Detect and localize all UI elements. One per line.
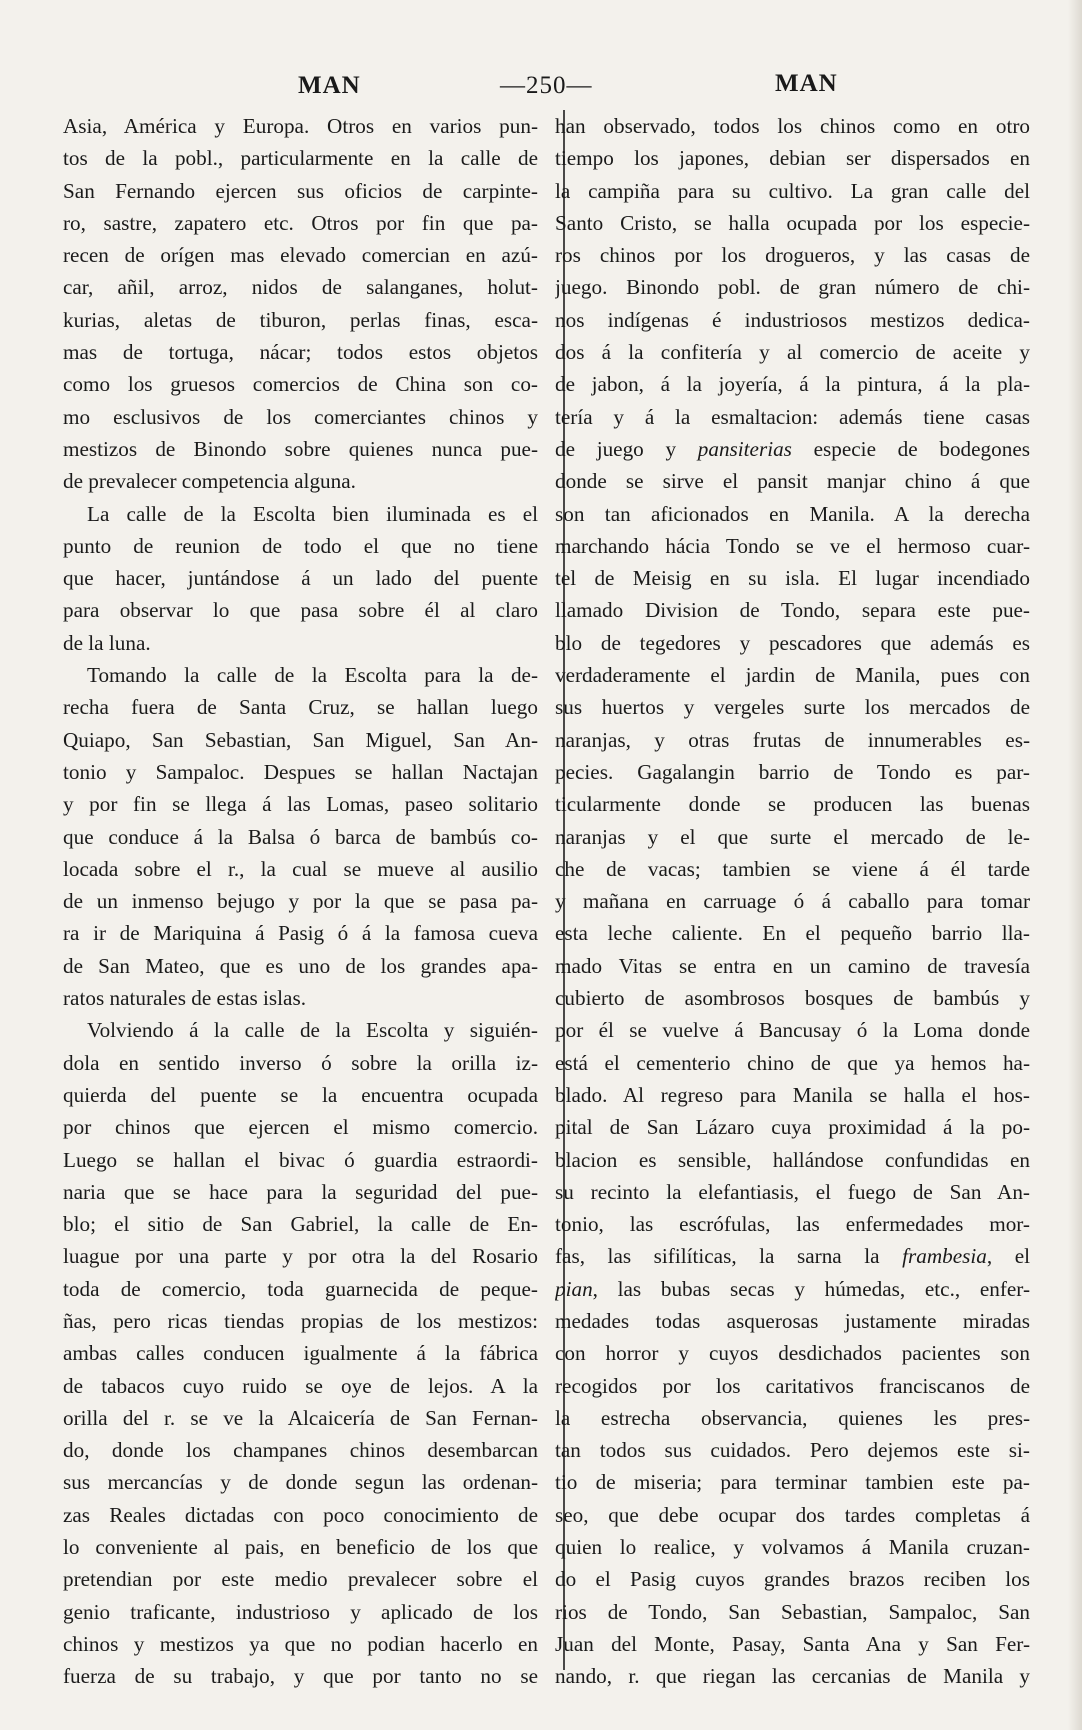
- line-text: ro, sastre, zapatero etc. Otros por fin que pa-: [63, 210, 538, 235]
- text-line: [63, 1563, 538, 1595]
- line-text: che de vacas; tambien se viene á él tarde: [555, 856, 1030, 881]
- line-text-tail: , el: [986, 1244, 1030, 1269]
- text-line: [555, 530, 1030, 562]
- text-line: [63, 304, 538, 336]
- line-text: ticularmente donde se producen las buenas: [555, 792, 1030, 817]
- line-text: tan todos sus cuidados. Pero dejemos este si-: [555, 1438, 1030, 1463]
- line-text: de prevalecer competencia alguna.: [63, 469, 356, 494]
- line-text: blacion es sensible, hallándose confundidas en: [555, 1147, 1030, 1172]
- line-text: kurias, aletas de tiburon, perlas finas, esca-: [63, 307, 538, 332]
- line-text: y mañana en carruage ó á caballo para tomar: [555, 889, 1030, 914]
- line-text: luague por una parte y por otra la del Rosario: [63, 1244, 538, 1269]
- line-text: naranjas, y otras frutas de innumerables es-: [555, 727, 1030, 752]
- text-line: [63, 756, 538, 788]
- text-line: [555, 1208, 1030, 1240]
- line-text: ra ir de Mariquina á Pasig ó á la famosa cueva: [63, 921, 538, 946]
- text-line: [555, 498, 1030, 530]
- text-line: [63, 498, 538, 530]
- italic-term: pansiterias: [697, 436, 792, 461]
- text-line: [63, 1208, 538, 1240]
- text-line: [63, 691, 538, 723]
- line-text: de tabacos cuyo ruido se oye de lejos. A la: [63, 1373, 538, 1398]
- line-text: de San Mateo, que es uno de los grandes apa-: [63, 953, 538, 978]
- line-text: tio de miseria; para terminar tambien este pa-: [555, 1470, 1030, 1495]
- text-line: [63, 207, 538, 239]
- line-text: blado. Al regreso para Manila se halla el hos-: [555, 1082, 1030, 1107]
- text-line: [63, 433, 538, 465]
- text-line: [555, 1273, 1030, 1305]
- line-text: recen de orígen mas elevado comercian en azú-: [63, 243, 538, 268]
- text-line: [555, 110, 1030, 142]
- line-text: lo conveniente al pais, en beneficio de los que: [63, 1535, 538, 1560]
- line-text: medades todas asquerosas justamente miradas: [555, 1308, 1030, 1333]
- line-text: San Fernando ejercen sus oficios de carpinte-: [63, 178, 538, 203]
- text-line: [555, 1111, 1030, 1143]
- text-line: [555, 1240, 1030, 1272]
- line-text: mestizos de Binondo sobre quienes nunca pue-: [63, 436, 538, 461]
- text-line: [555, 1402, 1030, 1434]
- line-text: verdaderamente el jardin de Manila, pues con: [555, 663, 1030, 688]
- line-text: Juan del Monte, Pasay, Santa Ana y San Fer-: [555, 1631, 1030, 1656]
- line-text: toda de comercio, toda guarnecida de peque-: [63, 1276, 538, 1301]
- text-line: [63, 336, 538, 368]
- text-line: [63, 594, 538, 626]
- line-text: ñas, pero ricas tiendas propias de los mestizos:: [63, 1308, 538, 1333]
- line-text: con horror y cuyos desdichados pacientes son: [555, 1341, 1030, 1366]
- line-text: do, donde los champanes chinos desembarcan: [63, 1438, 538, 1463]
- text-line: [555, 1499, 1030, 1531]
- text-line: [63, 1240, 538, 1272]
- text-line: [63, 142, 538, 174]
- text-line: [63, 562, 538, 594]
- line-text: Asia, América y Europa. Otros en varios pun-: [63, 114, 538, 138]
- line-text: mas de tortuga, nácar; todos estos objetos: [63, 340, 538, 365]
- text-line: [555, 304, 1030, 336]
- line-text: la estrecha observancia, quienes les pres-: [555, 1405, 1030, 1430]
- line-text: pital de San Lázaro cuya proximidad á la po-: [555, 1115, 1030, 1140]
- right-column: [555, 110, 1030, 1693]
- line-text: mado Vitas se entra en un camino de travesía: [555, 953, 1030, 978]
- line-text: llamado Division de Tondo, separa este pue-: [555, 598, 1030, 623]
- text-line: [555, 1531, 1030, 1563]
- text-line: [555, 239, 1030, 271]
- text-line: [555, 788, 1030, 820]
- text-line: [555, 1596, 1030, 1628]
- line-text: fas, las sifilíticas, la sarna la: [555, 1244, 903, 1269]
- text-line: [63, 982, 538, 1014]
- text-line: [63, 110, 538, 142]
- line-text: de un inmenso bejugo y por la que se pasa pa-: [63, 889, 538, 914]
- text-line: [555, 853, 1030, 885]
- text-line: [63, 465, 538, 497]
- line-text: blo de tegedores y pescadores que además es: [555, 630, 1030, 655]
- text-line: [555, 917, 1030, 949]
- line-text: Quiapo, San Sebastian, San Miguel, San An-: [63, 727, 538, 752]
- running-header: [0, 72, 1082, 112]
- line-text: quierda del puente se la encuentra ocupada: [63, 1082, 538, 1107]
- line-text: pecies. Gagalangin barrio de Tondo es par-: [555, 759, 1030, 784]
- text-line: [555, 401, 1030, 433]
- text-line: [555, 175, 1030, 207]
- text-line: [555, 627, 1030, 659]
- text-line: [555, 1628, 1030, 1660]
- line-text: tel de Meisig en su isla. El lugar incendiado: [555, 566, 1030, 591]
- text-line: [555, 465, 1030, 497]
- text-line: [555, 950, 1030, 982]
- text-line: [63, 1176, 538, 1208]
- line-text: Luego se hallan el bivac ó guardia estraordi-: [63, 1147, 538, 1172]
- page-number: —250—: [500, 72, 593, 99]
- line-text: donde se sirve el pansit manjar chino á que: [555, 469, 1030, 494]
- text-line: [63, 821, 538, 853]
- line-text: recha fuera de Santa Cruz, se hallan luego: [63, 695, 538, 720]
- line-text: locada sobre el r., la cual se mueve al ausilio: [63, 856, 538, 881]
- text-line: [63, 1337, 538, 1369]
- text-line: [555, 433, 1030, 465]
- text-line: [63, 1596, 538, 1628]
- line-text: genio traficante, industrioso y aplicado de los: [63, 1599, 538, 1624]
- text-line: [63, 1144, 538, 1176]
- text-line: [555, 271, 1030, 303]
- line-text: fuerza de su trabajo, y que por tanto no se: [63, 1664, 538, 1689]
- line-text: esta leche caliente. En el pequeño barrio lla-: [555, 921, 1030, 946]
- line-text: recogidos por los caritativos franciscanos de: [555, 1373, 1030, 1398]
- text-line: [63, 239, 538, 271]
- text-line: [63, 1531, 538, 1563]
- text-line: [63, 1434, 538, 1466]
- text-line: [63, 1111, 538, 1143]
- text-line: [63, 1079, 538, 1111]
- text-line: [63, 1402, 538, 1434]
- line-text: tos de la pobl., particularmente en la calle de: [63, 146, 538, 171]
- line-text: por chinos que ejercen el mismo comercio.: [63, 1115, 538, 1140]
- text-line: [63, 1499, 538, 1531]
- line-text: La calle de la Escolta bien iluminada es el: [87, 501, 538, 526]
- page-edge-shadow: [1068, 0, 1082, 1730]
- text-line: [63, 1273, 538, 1305]
- text-line: [555, 207, 1030, 239]
- line-text: de jabon, á la joyería, á la pintura, á la pla-: [555, 372, 1030, 397]
- text-line: [555, 982, 1030, 1014]
- line-text: mo esclusivos de los comerciantes chinos y: [63, 404, 538, 429]
- text-line: [63, 1466, 538, 1498]
- text-line: [555, 562, 1030, 594]
- text-line: [63, 271, 538, 303]
- line-text: quien lo realice, y volvamos á Manila cruzan-: [555, 1535, 1030, 1560]
- text-line: [555, 821, 1030, 853]
- text-line: [555, 885, 1030, 917]
- text-line: [63, 1047, 538, 1079]
- line-text: como los gruesos comercios de China son co-: [63, 372, 538, 397]
- line-text: do el Pasig cuyos grandes brazos reciben los: [555, 1567, 1030, 1592]
- text-line: [63, 1628, 538, 1660]
- text-line: [63, 368, 538, 400]
- line-text: seo, que debe ocupar dos tardes completas á: [555, 1502, 1030, 1527]
- line-text: sus huertos y vergeles surte los mercados de: [555, 695, 1030, 720]
- text-line: [555, 1144, 1030, 1176]
- line-text: rios de Tondo, San Sebastian, Sampaloc, San: [555, 1599, 1030, 1624]
- line-text-tail: especie de bodegones: [791, 436, 1030, 461]
- line-text: de la luna.: [63, 630, 151, 655]
- italic-term: frambesia: [902, 1244, 987, 1269]
- text-line: [555, 142, 1030, 174]
- text-line: [63, 724, 538, 756]
- line-text: que hacer, juntándose á un lado del puente: [63, 566, 538, 591]
- text-line: [63, 853, 538, 885]
- line-text: marchando hácia Tondo se ve el hermoso cuar-: [555, 533, 1030, 558]
- line-text: juego. Binondo pobl. de gran número de chi-: [555, 275, 1030, 300]
- text-line: [555, 1079, 1030, 1111]
- line-text: su recinto la elefantiasis, el fuego de San An-: [555, 1179, 1030, 1204]
- text-line: [555, 724, 1030, 756]
- line-text: zas Reales dictadas con poco conocimiento de: [63, 1502, 538, 1527]
- text-line: [555, 336, 1030, 368]
- text-line: [555, 368, 1030, 400]
- line-text: de juego y: [555, 436, 698, 461]
- line-text: blo; el sitio de San Gabriel, la calle de En-: [63, 1212, 538, 1237]
- left-column: [63, 110, 538, 1693]
- line-text: ratos naturales de estas islas.: [63, 986, 306, 1011]
- line-text: Volviendo á la calle de la Escolta y siguién-: [87, 1018, 538, 1043]
- text-line: [555, 1466, 1030, 1498]
- line-text: dola en sentido inverso ó sobre la orilla iz-: [63, 1050, 538, 1075]
- text-line: [555, 1563, 1030, 1595]
- line-text: y por fin se llega á las Lomas, paseo solitario: [63, 792, 538, 817]
- line-text: Tomando la calle de la Escolta para la de-: [87, 663, 538, 688]
- line-text: sus mercancías y de donde segun las ordenan-: [63, 1470, 538, 1495]
- line-text: dos á la confitería y al comercio de aceite y: [555, 340, 1030, 365]
- text-line: [63, 659, 538, 691]
- line-text: punto de reunion de todo el que no tiene: [63, 533, 538, 558]
- text-line: [63, 950, 538, 982]
- line-text: cubierto de asombrosos bosques de bambús y: [555, 986, 1030, 1011]
- line-text: la campiña para su cultivo. La gran calle del: [555, 178, 1030, 203]
- line-text: tonio y Sampaloc. Despues se hallan Nactajan: [63, 759, 538, 784]
- line-text: chinos y mestizos ya que no podian hacerlo en: [63, 1631, 538, 1656]
- line-text: nando, r. que riegan las cercanias de Manila y: [555, 1664, 1030, 1689]
- text-line: [63, 1305, 538, 1337]
- line-text: está el cementerio chino de que ya hemos ha-: [555, 1050, 1030, 1075]
- line-text: por él se vuelve á Bancusay ó la Loma donde: [555, 1018, 1030, 1043]
- text-line: [555, 1176, 1030, 1208]
- line-text: naria que se hace para la seguridad del pue-: [63, 1179, 538, 1204]
- line-text: Santo Cristo, se halla ocupada por los especie-: [555, 210, 1030, 235]
- line-text: orilla del r. se ve la Alcaicería de San Fernan-: [63, 1405, 538, 1430]
- line-text: pretendian por este medio prevalecer sobre el: [63, 1567, 538, 1592]
- line-text: tiempo los japones, debian ser dispersados en: [555, 146, 1030, 171]
- line-text: son tan aficionados en Manila. A la derecha: [555, 501, 1030, 526]
- line-text: han observado, todos los chinos como en otro: [555, 114, 1030, 138]
- text-line: [63, 175, 538, 207]
- header-left-word: MAN: [298, 72, 361, 99]
- text-line: [63, 1660, 538, 1692]
- text-line: [63, 1370, 538, 1402]
- text-line: [555, 756, 1030, 788]
- text-line: [555, 1014, 1030, 1046]
- line-text: naranjas y el que surte el mercado de le-: [555, 824, 1030, 849]
- text-line: [63, 530, 538, 562]
- line-text: tería y á la esmaltacion: además tiene casas: [555, 404, 1030, 429]
- line-text: que conduce á la Balsa ó barca de bambús co-: [63, 824, 538, 849]
- text-line: [63, 401, 538, 433]
- text-line: [555, 594, 1030, 626]
- text-line: [555, 1370, 1030, 1402]
- line-text: ambas calles conducen igualmente á la fábrica: [63, 1341, 538, 1366]
- text-line: [63, 1014, 538, 1046]
- line-text-tail: , las bubas secas y húmedas, etc., enfer-: [592, 1276, 1030, 1301]
- line-text: tonio, las escrófulas, las enfermedades mor-: [555, 1212, 1030, 1237]
- line-text: car, añil, arroz, nidos de salanganes, holut-: [63, 275, 538, 300]
- text-line: [555, 1305, 1030, 1337]
- text-line: [555, 1660, 1030, 1692]
- text-line: [63, 788, 538, 820]
- text-line: [555, 1434, 1030, 1466]
- text-line: [63, 917, 538, 949]
- italic-term: pian: [555, 1276, 593, 1301]
- text-line: [555, 691, 1030, 723]
- line-text: para observar lo que pasa sobre él al claro: [63, 598, 538, 623]
- line-text: nos indígenas é industriosos mestizos dedica-: [555, 307, 1030, 332]
- text-line: [555, 659, 1030, 691]
- text-line: [63, 627, 538, 659]
- text-line: [63, 885, 538, 917]
- text-line: [555, 1337, 1030, 1369]
- header-right-word: MAN: [775, 70, 838, 97]
- line-text: ros chinos por los drogueros, y las casas de: [555, 243, 1030, 268]
- text-line: [555, 1047, 1030, 1079]
